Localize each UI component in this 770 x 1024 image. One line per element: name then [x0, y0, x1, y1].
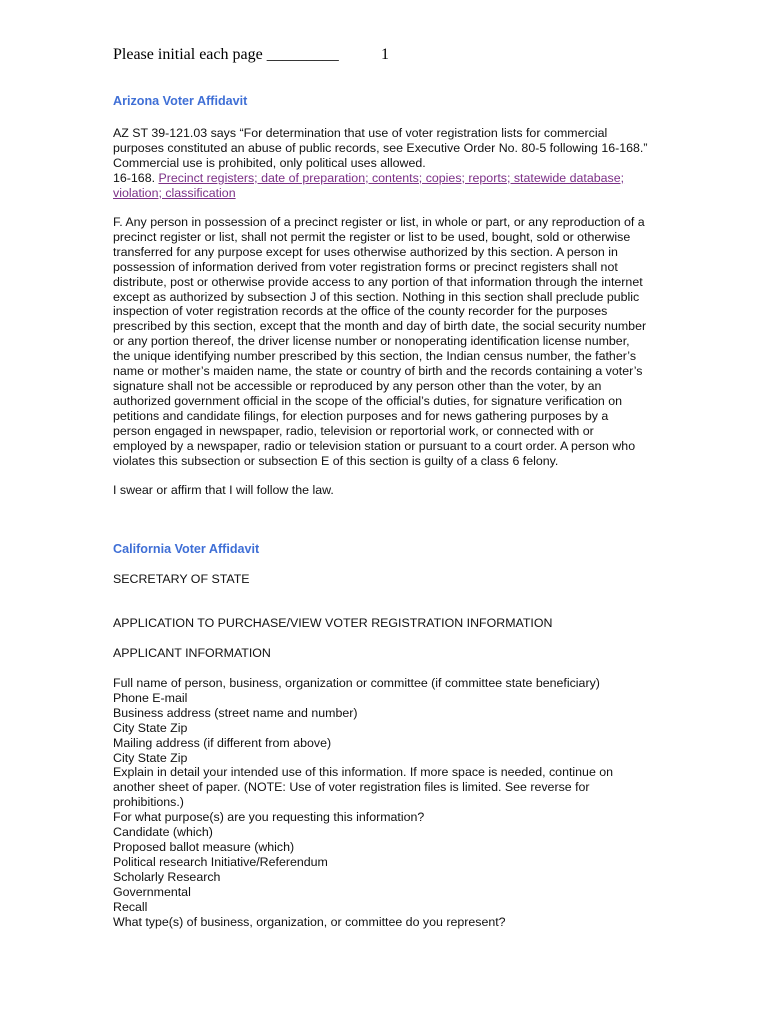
form-field-label: Business address (street name and number): [113, 705, 358, 720]
form-field-label: Full name of person, business, organization or committee (if committee state beneficiary): [113, 676, 600, 690]
form-field-label: Proposed ballot measure (which): [113, 839, 295, 854]
arizona-intro: [113, 126, 673, 201]
arizona-section-title: Arizona Voter Affidavit: [113, 94, 248, 108]
applicant-heading: APPLICANT INFORMATION: [113, 646, 271, 660]
statute-reference: [113, 171, 673, 186]
form-field-label: Mailing address (if different from above): [113, 735, 332, 750]
form-field-label: Recall: [113, 899, 148, 914]
form-field-label: Scholarly Research: [113, 869, 221, 884]
page-header: [113, 46, 389, 64]
oath-text: I swear or affirm that I will follow the law.: [113, 483, 334, 497]
statute-link-cont[interactable]: violation; classification: [113, 185, 236, 200]
intro-line: Commercial use is prohibited, only political uses allowed.: [113, 155, 426, 170]
form-field-label: What type(s) of business, organization, or committee do you represent?: [113, 914, 506, 929]
initial-instruction: Please initial each page _________: [113, 46, 339, 63]
form-field-label: City State Zip: [113, 720, 188, 735]
applicant-form-fields: [113, 676, 673, 929]
paragraph-line: name or mother’s maiden name, the state or country of birth and the records containing a voter’s: [113, 364, 643, 379]
paragraph-line: precinct register or list, shall not permit the register or list to be used, bought, sold or otherwise: [113, 229, 631, 244]
paragraph-line: or any portion thereof, the driver license number or nonoperating identification license number,: [113, 334, 630, 349]
paragraph-line: except as authorized by subsection J of this section. Nothing in this section shall preclude public: [113, 289, 640, 304]
form-field-label: prohibitions.): [113, 795, 184, 810]
paragraph-line: person engaged in newspaper, radio, television or reportorial work, or connected with or: [113, 423, 594, 438]
paragraph-line: prescribed by this section, except that the month and day of birth date, the social security number: [113, 319, 647, 334]
paragraph-line: inspection of voter registration records at the office of the county recorder for the purposes: [113, 304, 608, 319]
agency-name: SECRETARY OF STATE: [113, 572, 250, 586]
arizona-oath: [113, 483, 673, 498]
applicant-heading-block: [113, 646, 673, 661]
form-field-label: Candidate (which): [113, 825, 213, 840]
paragraph-line: the unique identifying number prescribed by this section, the Indian census number, the father’s: [113, 349, 637, 364]
form-field-label: another sheet of paper. (NOTE: Use of voter registration files is limited. See reverse for: [113, 780, 590, 795]
statute-reference-cont: [113, 186, 673, 201]
arizona-paragraph-f: [113, 215, 673, 468]
form-field-label: Phone E-mail: [113, 690, 188, 705]
form-field-label: For what purpose(s) are you requesting this information?: [113, 810, 425, 825]
paragraph-line: possession of information derived from voter registration forms or precinct registers shall not: [113, 259, 618, 274]
application-title-block: [113, 616, 673, 631]
form-field-label: Explain in detail your intended use of this information. If more space is needed, continue on: [113, 765, 614, 780]
intro-line: purposes constituted an abuse of public records, see Executive Order No. 80-5 following 16-168.”: [113, 140, 648, 155]
paragraph-line: violates this subsection or subsection E of this section is guilty of a class 6 felony.: [113, 453, 559, 468]
intro-line: AZ ST 39-121.03 says “For determination that use of voter registration lists for commercial: [113, 126, 608, 140]
statute-link[interactable]: Precinct registers; date of preparation; contents; copies; reports; statewide database;: [158, 170, 625, 185]
paragraph-line: employed by a newspaper, radio or television station or pursuant to a court order. A person who: [113, 438, 636, 453]
paragraph-line: authorized government official in the scope of the official’s duties, for signature verification on: [113, 393, 623, 408]
page-number: 1: [381, 46, 389, 63]
paragraph-line: petitions and candidate filings, for election purposes and for news gathering purposes by a: [113, 408, 609, 423]
california-section-title: California Voter Affidavit: [113, 542, 260, 556]
form-field-label: City State Zip: [113, 750, 188, 765]
paragraph-line: F. Any person in possession of a precinct register or list, in whole or part, or any reproduction of a: [113, 215, 645, 229]
application-title: APPLICATION TO PURCHASE/VIEW VOTER REGISTRATION INFORMATION: [113, 616, 553, 630]
california-agency: [113, 572, 673, 587]
paragraph-line: transferred for any purpose except for uses otherwise authorized by this section. A person in: [113, 244, 618, 259]
paragraph-line: signature shall not be accessible or reproduced by any person other than the voter, by an: [113, 378, 602, 393]
form-field-label: Governmental: [113, 884, 191, 899]
paragraph-line: distribute, post or otherwise provide access to any portion of that information through the internet: [113, 274, 643, 289]
statute-number: 16-168.: [113, 170, 159, 185]
form-field-label: Political research Initiative/Referendum: [113, 854, 328, 869]
